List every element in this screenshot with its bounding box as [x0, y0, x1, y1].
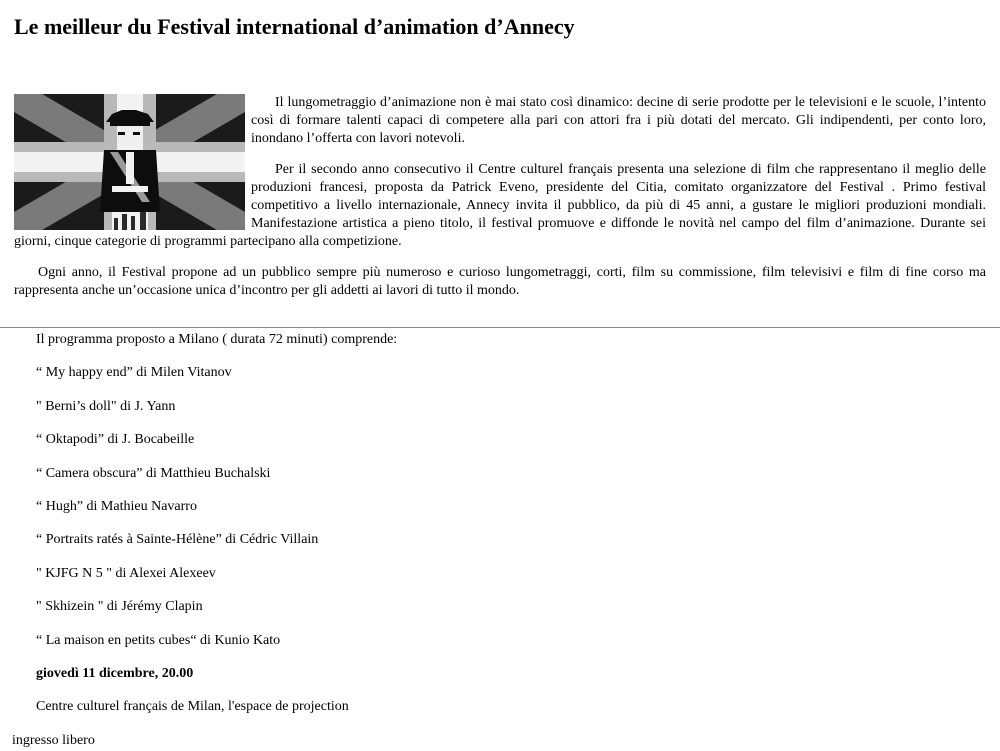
napoleon-poster-image — [14, 94, 245, 230]
article-intro — [14, 94, 986, 313]
paragraph-3: Ogni anno, il Festival propone ad un pubblico sempre più numeroso e curioso lungometraggi, corti, film su commissione, film televisivi e film di fine corso ma rappresenta anche un’occasione unica d’incontro per gli addetti ai lavori di tutto il mondo. — [14, 265, 986, 298]
film-item: " KJFG N 5 " di Alexei Alexeev — [36, 565, 216, 581]
film-item: “ Portraits ratés à Sainte-Hélène” di Cédric Villain — [36, 532, 319, 548]
film-item: “ La maison en petits cubes“ di Kunio Kato — [36, 632, 281, 648]
film-item: " Skhizein " di Jérémy Clapin — [36, 599, 203, 615]
film-item: " Berni’s doll" di J. Yann — [36, 398, 176, 414]
event-date: giovedì 11 dicembre, 20.00 — [36, 665, 194, 681]
admission-note: ingresso libero — [12, 733, 95, 748]
film-item: “ Hugh” di Mathieu Navarro — [36, 498, 197, 514]
film-item: “ Camera obscura” di Matthieu Buchalski — [36, 465, 271, 481]
paragraph-2: Per il secondo anno consecutivo il Centre culturel français presenta una selezione di film che rappresentano il meglio delle produzioni francesi, proposta da Patrick Eveno, presidente del Citia, comitato organizzatore del Festival . Primo festival competitivo a livello internazionale, Annecy invita il pubblico, da più di 45 anni, a gustare le migliori produzioni mondiali. Manifestazione artistica a pieno titolo, il festival promuove e diffonde le novità nel campo del film d’animazione. Durante sei giorni, cinque categorie di programmi partecipano alla competizione. — [14, 162, 986, 249]
event-venue: Centre culturel français de Milan, l'espace de projection — [36, 699, 349, 715]
faint-header-strip — [8, 62, 198, 80]
program-section — [36, 330, 986, 731]
paragraph-1: Il lungometraggio d’animazione non è mai stato così dinamico: decine di serie prodotte per le televisioni e le scuole, l’intento così di formare talenti capaci di competere alla pari con attori fra i più dotati del mercato. Gli indipendenti, per conto loro, inondano l’offerta con lavori notevoli. — [251, 95, 986, 146]
program-intro: Il programma proposto a Milano ( durata 72 minuti) comprende: — [36, 332, 398, 347]
divider — [0, 327, 1000, 328]
page-title: Le meilleur du Festival international d’animation d’Annecy — [14, 14, 575, 39]
film-item: “ My happy end” di Milen Vitanov — [36, 365, 232, 381]
film-item: “ Oktapodi” di J. Bocabeille — [36, 432, 195, 448]
